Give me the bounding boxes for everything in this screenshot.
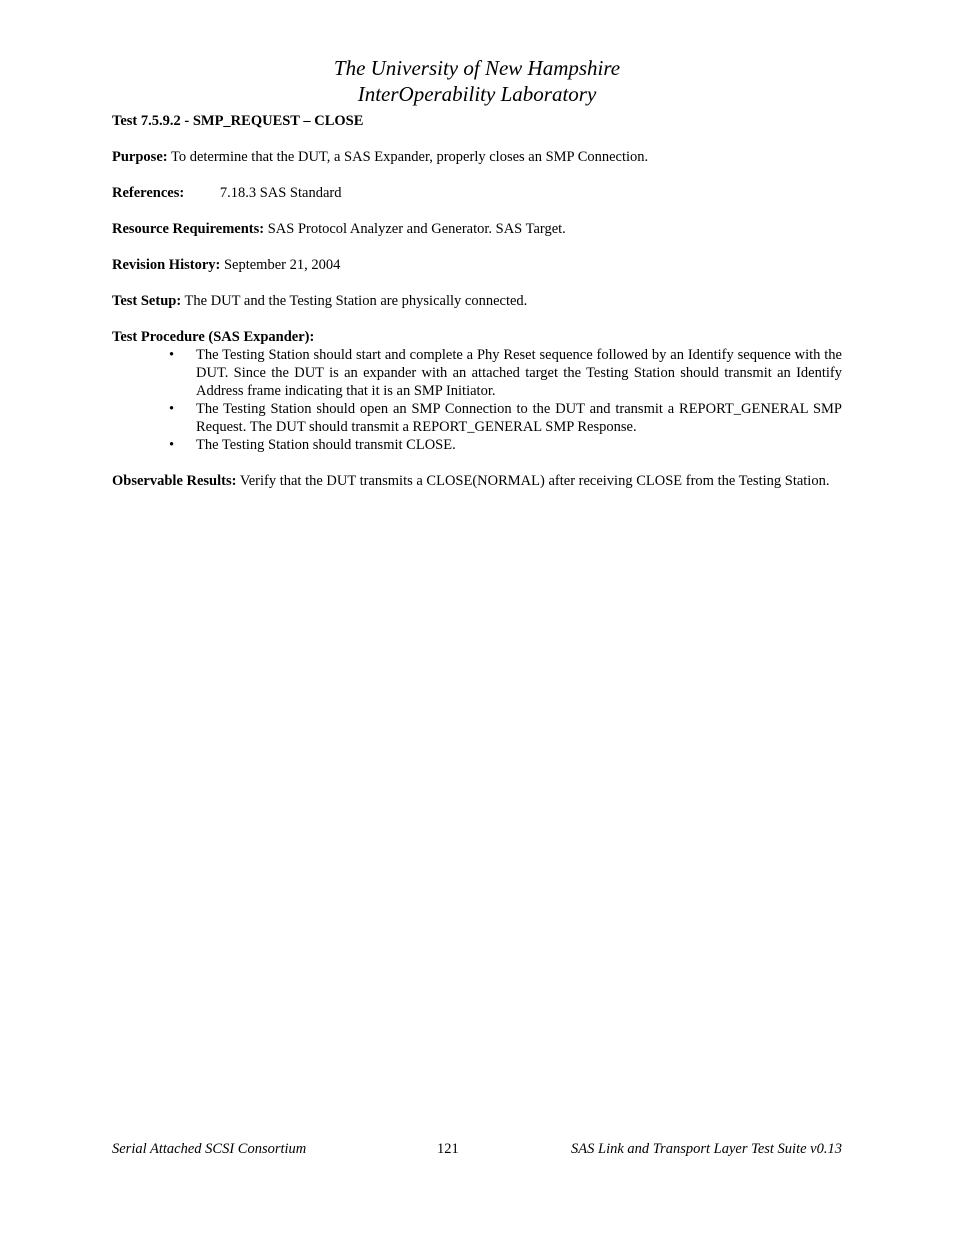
procedure-heading: Test Procedure (SAS Expander):: [112, 329, 315, 345]
resources-section: [112, 220, 842, 238]
procedure-step-text: The Testing Station should transmit CLOSE.: [196, 437, 456, 453]
test-title: Test 7.5.9.2 - SMP_REQUEST – CLOSE: [112, 113, 364, 129]
header-lab: InterOperability Laboratory: [357, 82, 597, 106]
setup-label: Test Setup:: [112, 293, 182, 309]
procedure-step-text: The Testing Station should open an SMP Connection to the DUT and transmit a REPORT_GENERAL SMP Request. The DUT should transmit a REPORT_GENERAL SMP Response.: [196, 401, 842, 435]
bullet-icon: •: [169, 401, 175, 417]
results-section: [112, 472, 842, 490]
procedure-step: [112, 436, 842, 454]
purpose-section: [112, 148, 842, 166]
resources-text: SAS Protocol Analyzer and Generator. SAS Target.: [267, 221, 566, 237]
references-text: 7.18.3 SAS Standard: [219, 185, 342, 201]
page-footer: [112, 1140, 842, 1158]
references-label: References:: [112, 185, 185, 201]
page-number: 121: [437, 1141, 459, 1157]
bullet-icon: •: [169, 347, 175, 363]
revision-label: Revision History:: [112, 257, 221, 273]
header-institution: The University of New Hampshire: [333, 56, 621, 80]
results-text: Verify that the DUT transmits a CLOSE(NORMAL) after receiving CLOSE from the Testing Station.: [239, 473, 830, 489]
procedure-step: [112, 400, 842, 436]
revision-section: [112, 256, 842, 274]
bullet-icon: •: [169, 437, 175, 453]
footer-suite-title: SAS Link and Transport Layer Test Suite v0.13: [571, 1141, 842, 1157]
purpose-label: Purpose:: [112, 149, 168, 165]
references-section: [112, 184, 842, 202]
setup-text: The DUT and the Testing Station are physically connected.: [184, 293, 528, 309]
revision-text: September 21, 2004: [223, 257, 341, 273]
test-content: [112, 112, 842, 508]
procedure-step-text: The Testing Station should start and complete a Phy Reset sequence followed by an Identify sequence with the DUT. Since the DUT is an expander with an attached target the Testing Station should transmit an Identify Address frame indicating that it is an SMP Initiator.: [196, 347, 842, 399]
purpose-text: To determine that the DUT, a SAS Expander, properly closes an SMP Connection.: [170, 149, 649, 165]
procedure-step: [112, 346, 842, 400]
setup-section: [112, 292, 842, 310]
procedure-steps: [112, 346, 842, 454]
results-label: Observable Results:: [112, 473, 237, 489]
footer-consortium: Serial Attached SCSI Consortium: [112, 1141, 307, 1157]
page-header: [0, 55, 954, 107]
resources-label: Resource Requirements:: [112, 221, 265, 237]
